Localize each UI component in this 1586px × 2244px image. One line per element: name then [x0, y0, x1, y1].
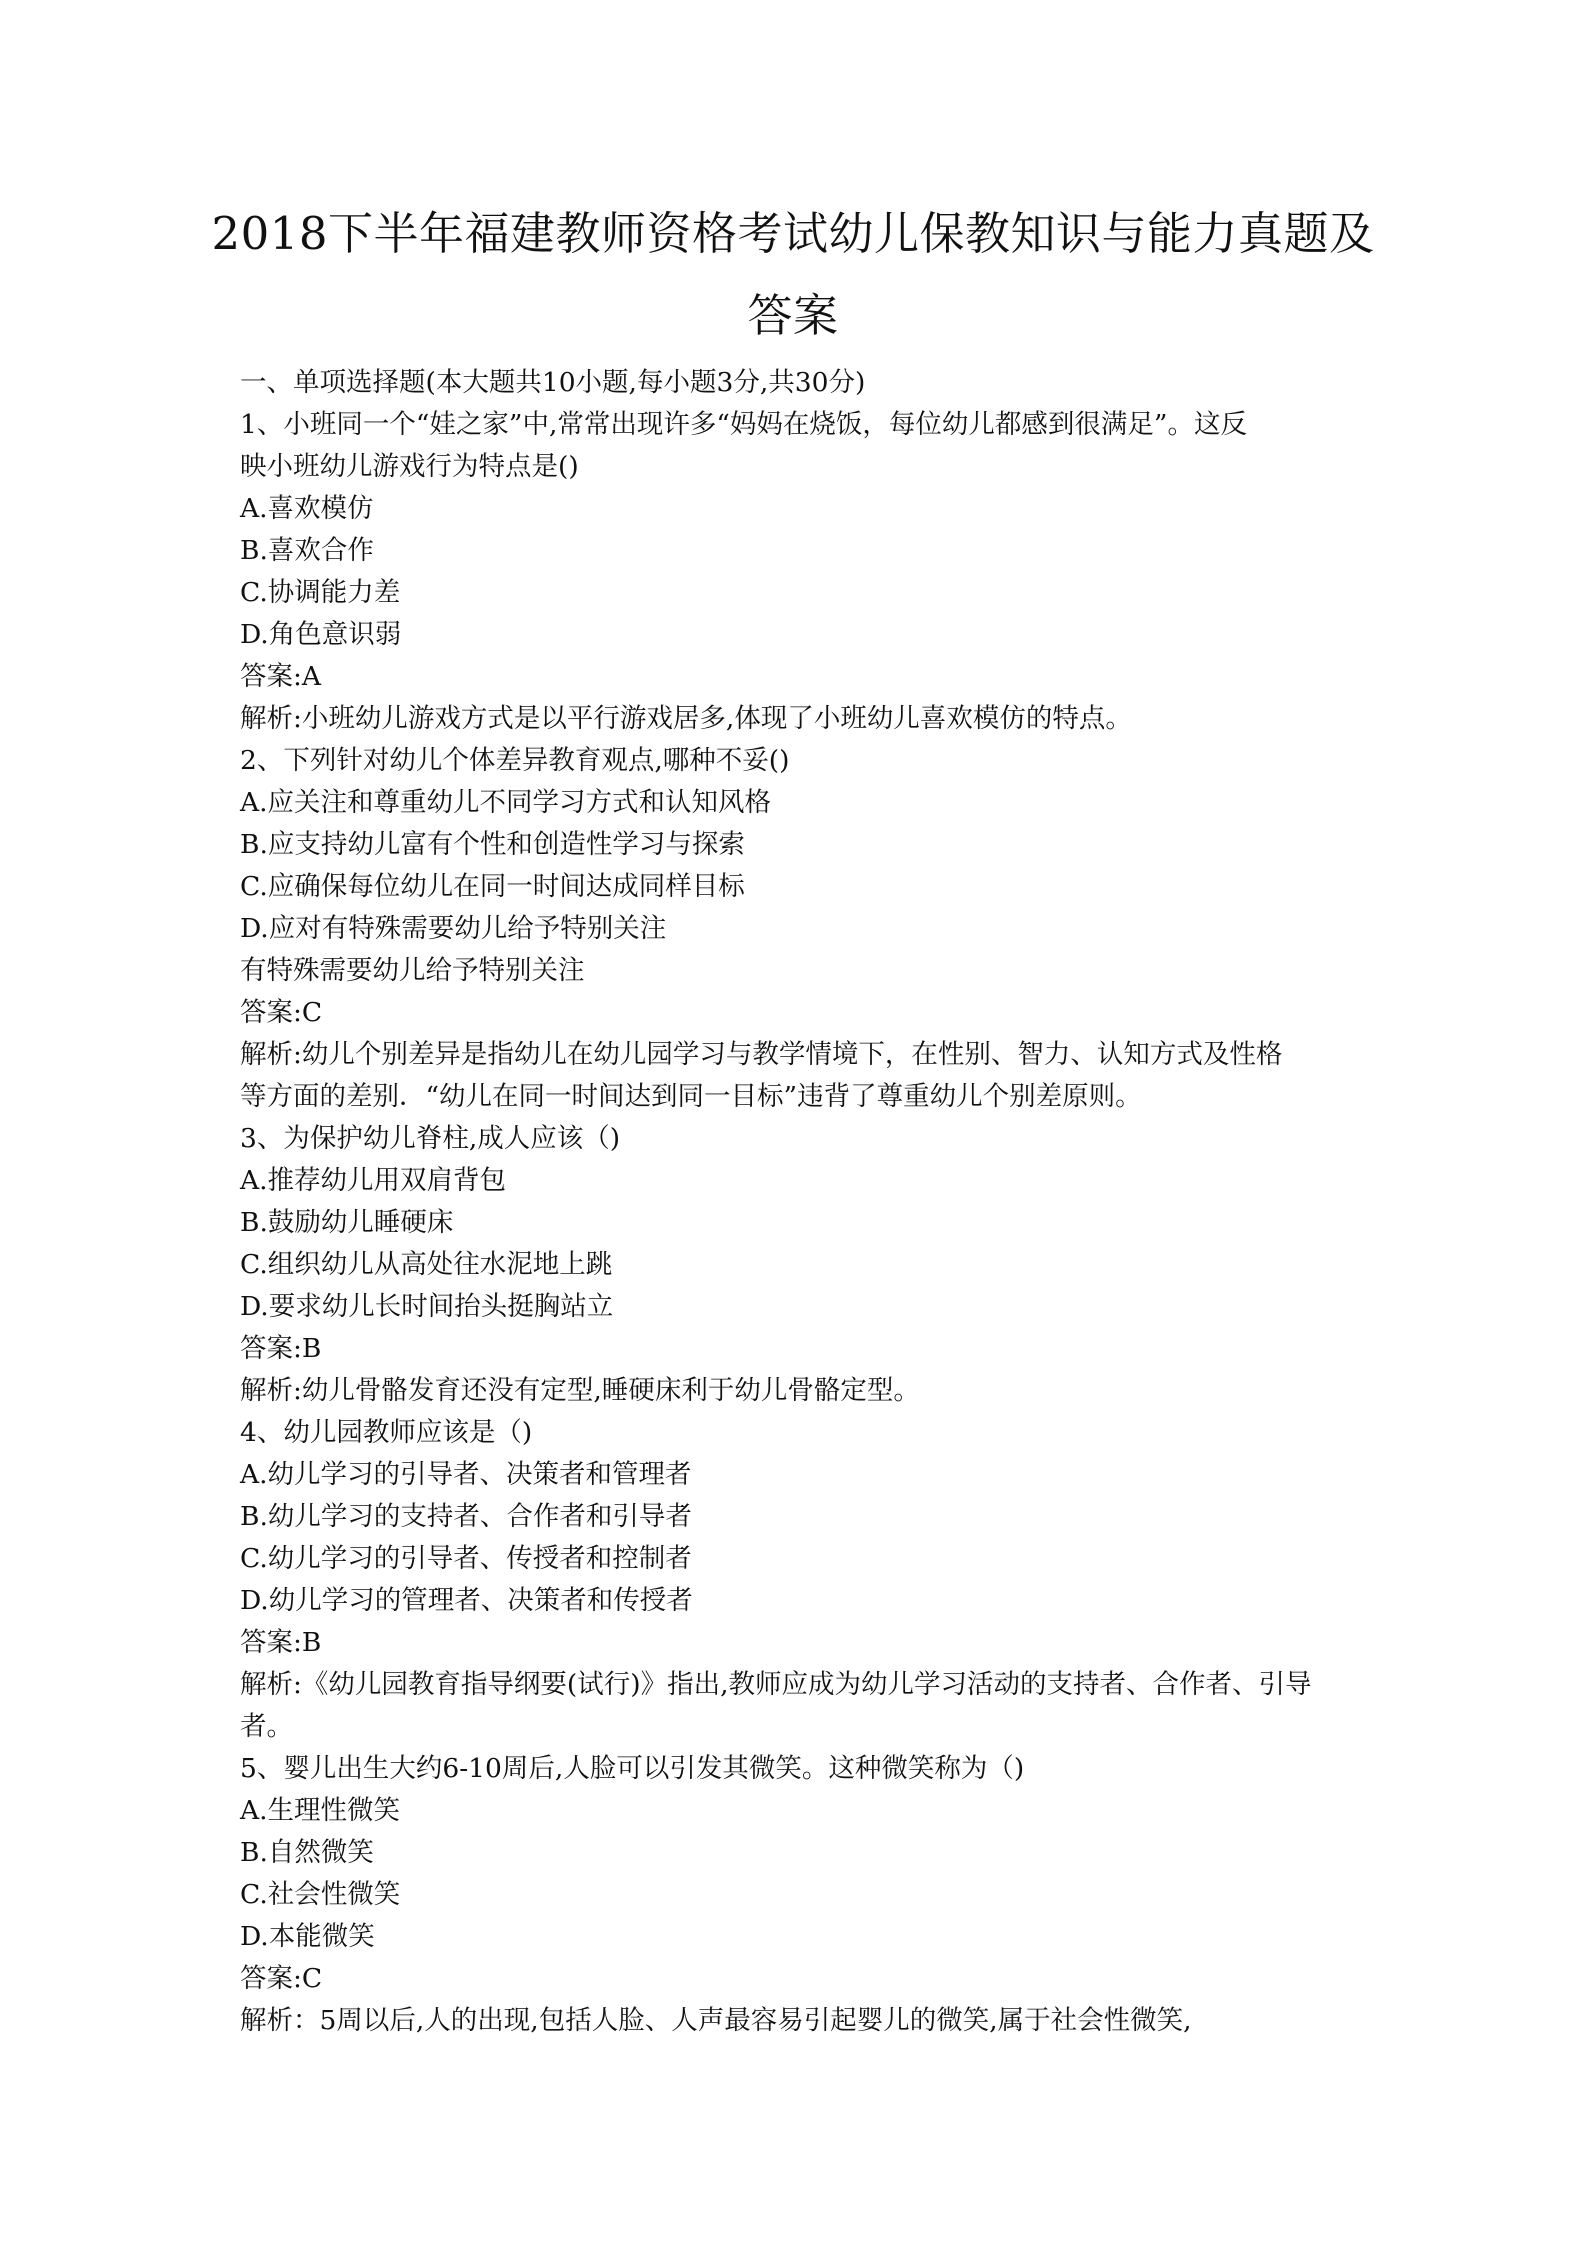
- question-3-text: 3、为保护幼儿脊柱,成人应该（): [240, 1123, 621, 1154]
- section-heading: 一、单项选择题(本大题共10小题,每小题3分,共30分): [240, 367, 866, 398]
- question-5-option-c: C.社会性微笑: [240, 1879, 401, 1910]
- question-2-option-c: C.应确保每位幼儿在同一时间达成同样目标: [240, 871, 745, 902]
- question-4-answer: 答案:B: [240, 1627, 322, 1658]
- question-5-option-b: B.自然微笑: [240, 1837, 374, 1868]
- question-2-analysis: 解析:幼儿个别差异是指幼儿在幼儿园学习与教学情境下，在性别、智力、认知方式及性格: [240, 1039, 1283, 1070]
- question-2-text: 2、下列针对幼儿个体差异教育观点,哪种不妥(): [240, 745, 790, 776]
- question-1-analysis: 解析:小班幼儿游戏方式是以平行游戏居多,体现了小班幼儿喜欢模仿的特点。: [240, 703, 1132, 734]
- question-5-text: 5、婴儿出生大约6-10周后,人脸可以引发其微笑。这种微笑称为（): [240, 1753, 1025, 1784]
- question-5-option-a: A.生理性微笑: [240, 1795, 401, 1826]
- question-1-answer: 答案:A: [240, 661, 322, 692]
- question-5-option-d: D.本能微笑: [240, 1921, 375, 1952]
- question-4-analysis-cont: 者。: [240, 1711, 293, 1742]
- question-4-option-c: C.幼儿学习的引导者、传授者和控制者: [240, 1543, 692, 1574]
- question-3-option-d: D.要求幼儿长时间抬头挺胸站立: [240, 1291, 614, 1322]
- question-1-option-a: A.喜欢模仿: [240, 493, 374, 524]
- question-2-answer: 答案:C: [240, 997, 323, 1028]
- question-4-option-a: A.幼儿学习的引导者、决策者和管理者: [240, 1459, 692, 1490]
- document-body: [240, 362, 1360, 2042]
- question-2-option-b: B.应支持幼儿富有个性和创造性学习与探索: [240, 829, 745, 860]
- question-1-text: 1、小班同一个“娃之家”中,常常出现许多“妈妈在烧饭，每位幼儿都感到很满足”。这反: [240, 409, 1247, 440]
- question-2-analysis-cont: 等方面的差别．“幼儿在同一时间达到同一目标”违背了尊重幼儿个别差原则。: [240, 1081, 1142, 1112]
- question-3-option-c: C.组织幼儿从高处往水泥地上跳: [240, 1249, 613, 1280]
- question-2-option-a: A.应关注和尊重幼儿不同学习方式和认知风格: [240, 787, 772, 818]
- question-2-option-d: D.应对有特殊需要幼儿给予特别关注: [240, 913, 667, 944]
- question-3-option-b: B.鼓励幼儿睡硬床: [240, 1207, 454, 1238]
- question-1-text-cont: 映小班幼儿游戏行为特点是(): [240, 451, 579, 482]
- question-3-analysis: 解析:幼儿骨骼发育还没有定型,睡硬床利于幼儿骨骼定型。: [240, 1375, 920, 1406]
- document-title-line-2: 答案: [747, 289, 839, 342]
- question-1-option-d: D.角色意识弱: [240, 619, 402, 650]
- question-3-answer: 答案:B: [240, 1333, 322, 1364]
- question-3-option-a: A.推荐幼儿用双肩背包: [240, 1165, 507, 1196]
- question-1-option-b: B.喜欢合作: [240, 535, 374, 566]
- question-4-analysis: 解析:《幼儿园教育指导纲要(试行)》指出,教师应成为幼儿学习活动的支持者、合作者、引导: [240, 1669, 1312, 1700]
- question-4-text: 4、幼儿园教师应该是（): [240, 1417, 533, 1448]
- question-5-answer: 答案:C: [240, 1963, 323, 1994]
- question-1-option-c: C.协调能力差: [240, 577, 401, 608]
- question-4-option-b: B.幼儿学习的支持者、合作者和引导者: [240, 1501, 692, 1532]
- question-5-analysis: 解析：5周以后,人的出现,包括人脸、人声最容易引起婴儿的微笑,属于社会性微笑,: [240, 2005, 1192, 2036]
- document-title-line-1: 2018下半年福建教师资格考试幼儿保教知识与能力真题及: [211, 207, 1375, 260]
- question-4-option-d: D.幼儿学习的管理者、决策者和传授者: [240, 1585, 693, 1616]
- question-2-extra-line: 有特殊需要幼儿给予特别关注: [240, 955, 585, 986]
